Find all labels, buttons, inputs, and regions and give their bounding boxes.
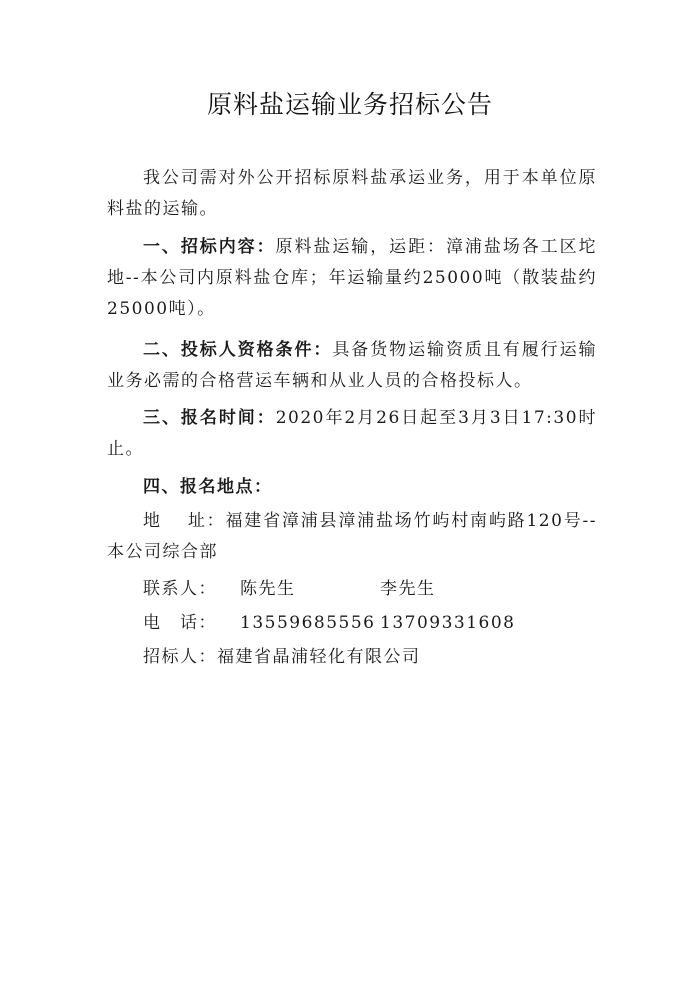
section-registration-time bbox=[107, 403, 597, 465]
section-qualification-text: 具备货物运输资质且有履行运输业务必需的合格营运车辆和从业人员的合格投标人。 bbox=[107, 340, 598, 391]
tenderer-value: 福建省晶浦轻化有限公司 bbox=[217, 647, 421, 667]
page-title: 原料盐运输业务招标公告 bbox=[206, 90, 493, 119]
address-label: 地 址： bbox=[143, 511, 226, 531]
section-qualification-heading: 二、投标人资格条件： bbox=[143, 340, 333, 360]
section-content bbox=[107, 232, 597, 325]
phone-label: 电 话： bbox=[143, 613, 217, 633]
tenderer-line bbox=[143, 642, 421, 673]
tenderer-label: 招标人： bbox=[143, 647, 217, 667]
phone-number-2: 13709331608 bbox=[380, 613, 516, 633]
intro-paragraph: 我公司需对外公开招标原料盐承运业务，用于本单位原料盐的运输。 bbox=[107, 168, 597, 219]
section-registration-place bbox=[107, 472, 597, 503]
section-registration-place-heading: 四、报名地点： bbox=[143, 477, 273, 497]
contact-label: 联系人： bbox=[143, 579, 217, 599]
contact-person-2: 李先生 bbox=[380, 579, 436, 599]
section-qualification bbox=[107, 335, 597, 397]
section-registration-time-heading: 三、报名时间： bbox=[143, 408, 276, 428]
section-content-heading: 一、招标内容： bbox=[143, 237, 276, 257]
section-content-text: 原料盐运输，运距：漳浦盐场各工区坨地--本公司内原料盐仓库；年运输量约25000吨（散装盐约25000吨）。 bbox=[107, 237, 598, 319]
address-line bbox=[107, 506, 597, 568]
section-registration-time-text: 2020年2月26日起至3月3日17:30时止。 bbox=[107, 408, 598, 459]
phone-number-1: 13559685556 bbox=[240, 613, 376, 633]
address-value: 福建省漳浦县漳浦盐场竹屿村南屿路120号--本公司综合部 bbox=[107, 511, 598, 562]
contact-person-1: 陈先生 bbox=[240, 579, 296, 599]
